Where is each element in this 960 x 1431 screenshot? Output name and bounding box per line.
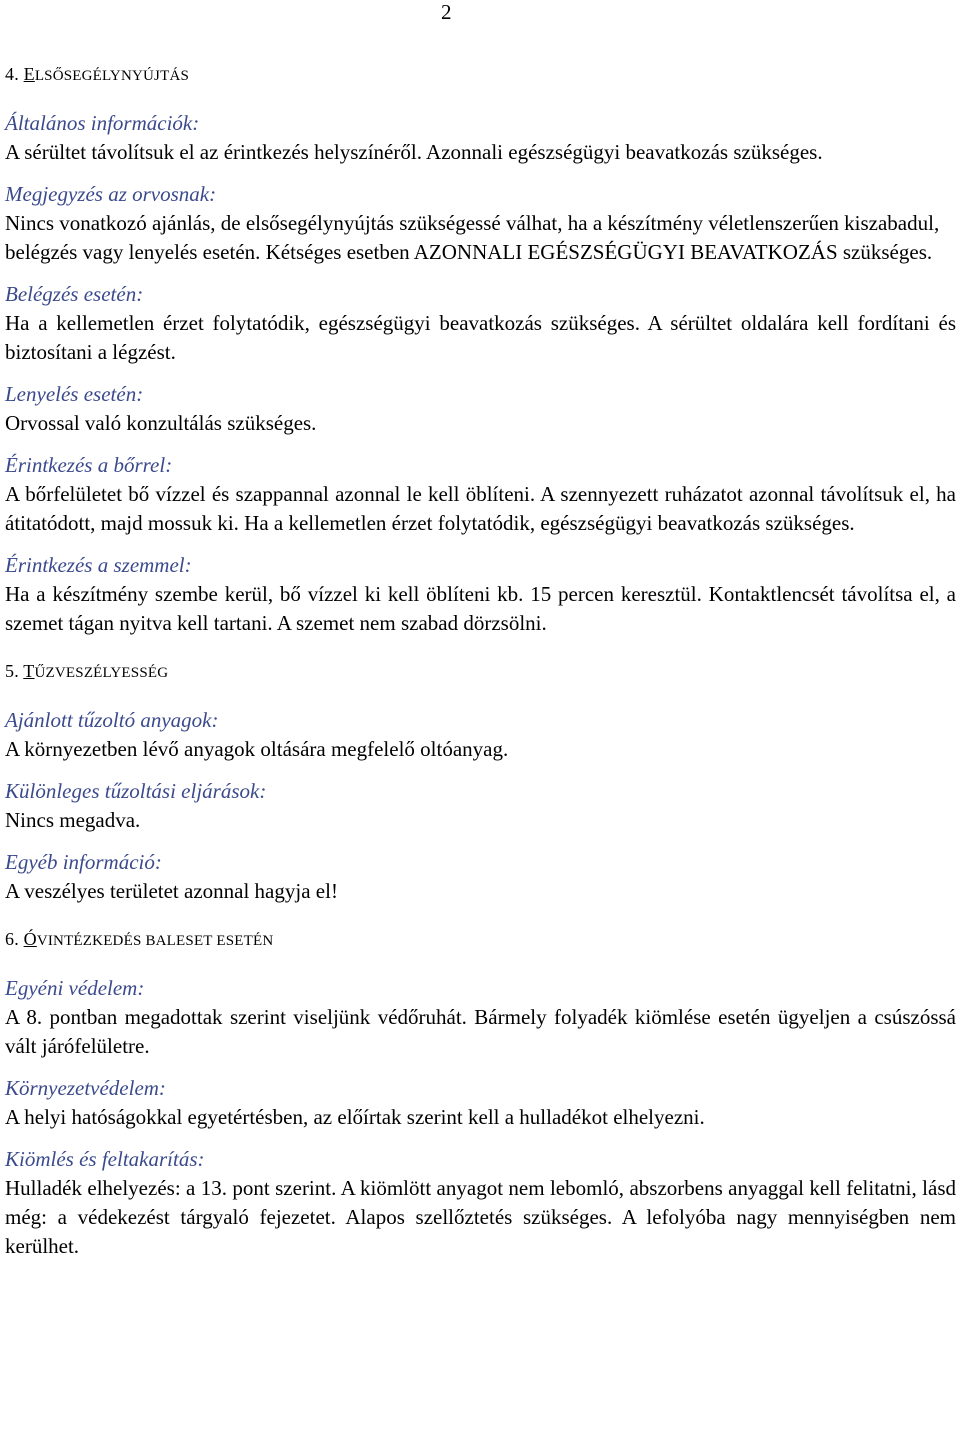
section-number: 5. xyxy=(5,661,19,681)
section-title xyxy=(5,659,956,685)
section-number: 4. xyxy=(5,64,19,84)
block-label: Különleges tűzoltási eljárások: xyxy=(5,779,267,803)
block-label: Ajánlott tűzoltó anyagok: xyxy=(5,708,219,732)
block-label: Belégzés esetén: xyxy=(5,282,144,306)
block-label: Környezetvédelem: xyxy=(5,1076,166,1100)
document-body xyxy=(5,62,956,1274)
info-block xyxy=(5,1145,956,1261)
block-text: Ha a készítmény szembe kerül, bő vízzel ki kell öblíteni kb. 15 percen keresztül. Kontaktlencsét távolítsa el, a szemet tágan nyitva kell tartani. A szemet nem szabad dörzsölni. xyxy=(5,582,956,635)
info-block xyxy=(5,777,956,835)
section-fire-hazard xyxy=(5,659,956,906)
info-block xyxy=(5,974,956,1061)
block-text: Ha a kellemetlen érzet folytatódik, egészségügyi beavatkozás szükséges. A sérültet oldalára kell fordítani és biztosítani a légzést. xyxy=(5,311,956,364)
block-text: A helyi hatóságokkal egyetértésben, az előírtak szerint kell a hulladékot elhelyezni. xyxy=(5,1105,705,1129)
block-text: A sérültet távolítsuk el az érintkezés helyszínéről. Azonnali egészségügyi beavatkozás szükséges. xyxy=(5,140,823,164)
info-block xyxy=(5,180,956,267)
info-block xyxy=(5,380,956,438)
block-text: A bőrfelületet bő vízzel és szappannal azonnal le kell öblíteni. A szennyezett ruházatot azonnal távolítsuk el, ha átitatódott, majd mossuk ki. Ha a kellemetlen érzet folytatódik, egészségügyi beavatkozás szükséges. xyxy=(5,482,956,535)
section-title-rest: ŰZVESZÉLYESSÉG xyxy=(34,665,169,681)
info-block xyxy=(5,109,956,167)
block-text: A veszélyes területet azonnal hagyja el! xyxy=(5,879,338,903)
section-title-initial: T xyxy=(23,661,35,681)
section-title-rest: LSŐSEGÉLYNYÚJTÁS xyxy=(34,68,190,84)
section-accident-measures xyxy=(5,927,956,1261)
page-number: 2 xyxy=(441,0,452,24)
section-title xyxy=(5,62,956,88)
section-title-initial: E xyxy=(23,64,35,84)
section-title-initial: Ó xyxy=(23,929,37,949)
block-text: Hulladék elhelyezés: a 13. pont szerint. A kiömlött anyagot nem lebomló, abszorbens anyaggal kell felitatni, lásd még: a védekezést tárgyaló fejezetet. Alapos szellőztetés szükséges. A lefolyóba nagy mennyiségben nem kerülhet. xyxy=(5,1176,956,1258)
block-text: Nincs vonatkozó ajánlás, de elsősegélynyújtás szükségessé válhat, ha a készítmény véletlenszerűen kiszabadul, belégzés vagy lenyelés esetén. Kétséges esetben AZONNALI EGÉSZSÉGÜGYI BEAVATKOZÁS szükséges. xyxy=(5,211,940,264)
block-text: Orvossal való konzultálás szükséges. xyxy=(5,411,317,435)
block-text: Nincs megadva. xyxy=(5,808,141,832)
block-label: Érintkezés a szemmel: xyxy=(5,553,192,577)
block-label: Kiömlés és feltakarítás: xyxy=(5,1147,205,1171)
block-label: Érintkezés a bőrrel: xyxy=(5,453,173,477)
section-number: 6. xyxy=(5,929,19,949)
block-text: A környezetben lévő anyagok oltására megfelelő oltóanyag. xyxy=(5,737,509,761)
info-block xyxy=(5,551,956,638)
block-label: Megjegyzés az orvosnak: xyxy=(5,182,217,206)
info-block xyxy=(5,706,956,764)
info-block xyxy=(5,1074,956,1132)
block-label: Általános információk: xyxy=(5,111,200,135)
info-block xyxy=(5,280,956,367)
section-first-aid xyxy=(5,62,956,638)
info-block xyxy=(5,451,956,538)
section-title xyxy=(5,927,956,953)
section-title-rest: VINTÉZKEDÉS BALESET ESETÉN xyxy=(36,933,274,949)
block-label: Lenyelés esetén: xyxy=(5,382,144,406)
block-label: Egyéni védelem: xyxy=(5,976,145,1000)
info-block xyxy=(5,848,956,906)
block-label: Egyéb információ: xyxy=(5,850,162,874)
block-text: A 8. pontban megadottak szerint viseljünk védőruhát. Bármely folyadék kiömlése esetén ügyeljen a csúszóssá vált járófelületre. xyxy=(5,1005,956,1058)
